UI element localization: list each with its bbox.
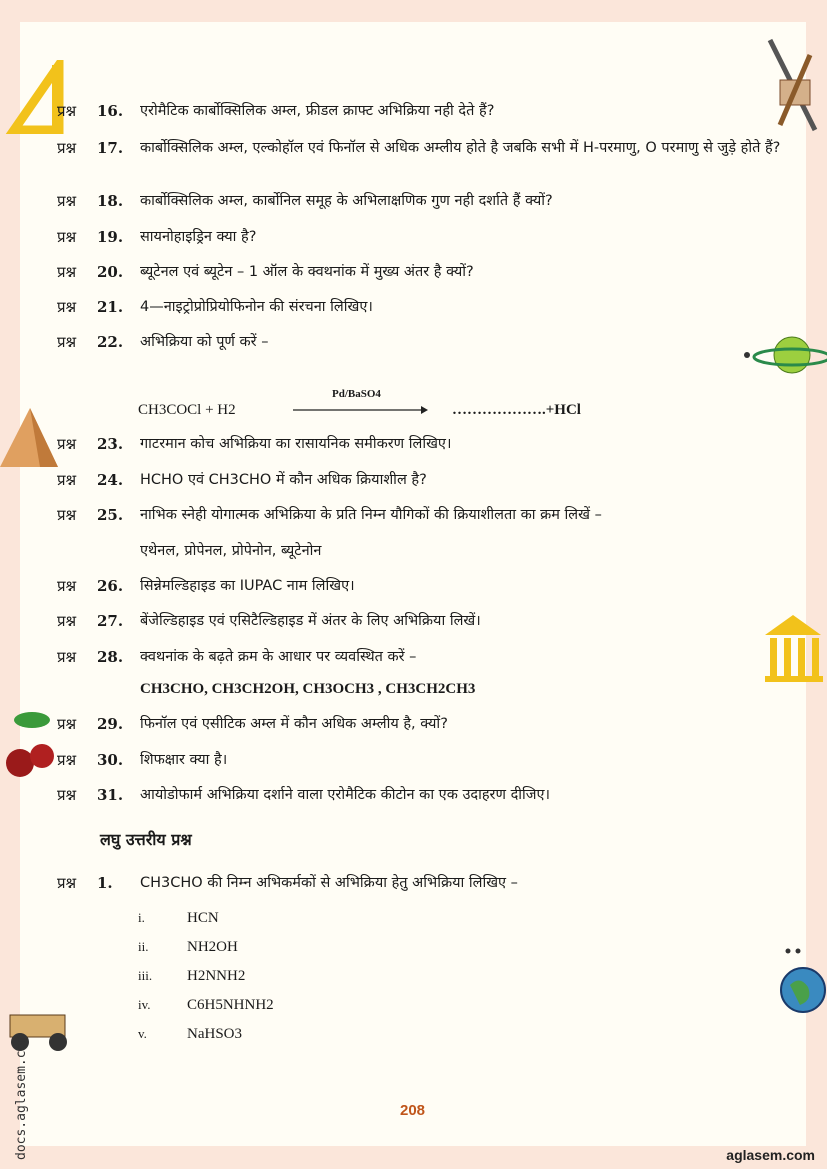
question-text: कार्बोक्सिलिक अम्ल, एल्कोहॉल एवं फिनॉल से अधिक अम्लीय होते है जबकि सभी में H-परमाणु, O परमाणु से जुड़े होते हैं? (140, 140, 781, 156)
question-label: प्रश्न (57, 192, 77, 210)
question-text: CH3CHO की निम्न अभिकर्मकों से अभिक्रिया हेतु अभिक्रिया लिखिए – (140, 875, 518, 891)
question-label: प्रश्न (57, 786, 77, 804)
question-26 (57, 575, 797, 597)
question-23 (57, 433, 797, 455)
equation-reagent: Pd/BaSO4 (332, 388, 381, 400)
reagent-name: NaHSO3 (187, 1026, 242, 1042)
question-label: प्रश्न (57, 139, 77, 157)
question-label: प्रश्न (57, 228, 77, 246)
question-22 (57, 331, 797, 353)
question-19 (57, 226, 797, 248)
question-label: प्रश्न (57, 263, 77, 281)
question-number: 16. (97, 102, 124, 120)
reagent-index: iv. (138, 997, 151, 1012)
question-text: क्वथनांक के बढ़ते क्रम के आधार पर व्यवस्थित करें – (140, 649, 417, 665)
question-text: कार्बोक्सिलिक अम्ल, कार्बोनिल समूह के अभिलाक्षणिक गुण नही दर्शाते हैं क्यों? (140, 193, 553, 209)
question-18 (57, 190, 797, 212)
question-text: शिफक्षार क्या है। (140, 752, 228, 768)
side-watermark: docs.aglasem.com (14, 1034, 29, 1160)
reagent-index: ii. (138, 939, 149, 954)
question-30 (57, 749, 797, 771)
question-number: 18. (97, 192, 124, 210)
question-label: प्रश्न (57, 298, 77, 316)
question-text: सिन्नेमल्डिहाइड का IUPAC नाम लिखिए। (140, 578, 355, 594)
question-text: नाभिक स्नेही योगात्मक अभिक्रिया के प्रति निम्न यौगिकों की क्रियाशीलता का क्रम लिखें – (140, 507, 602, 523)
question-label: प्रश्न (57, 506, 77, 524)
question-number: 1. (97, 874, 113, 892)
question-number: 28. (97, 648, 124, 666)
reagent-index: iii. (138, 968, 153, 983)
question-17 (57, 137, 797, 159)
question-number: 30. (97, 751, 124, 769)
question-label: प्रश्न (57, 102, 77, 120)
question-29 (57, 713, 797, 735)
question-label: प्रश्न (57, 435, 77, 453)
globe-icon (778, 945, 827, 1017)
question-number: 17. (97, 139, 124, 157)
reagent-name: NH2OH (187, 939, 238, 955)
reagent-name: C6H5NHNH2 (187, 997, 274, 1013)
question-text: 4—नाइट्रोप्रोप्रियोफिनोन की संरचना लिखिए। (140, 299, 373, 315)
pyramid-icon (0, 405, 58, 470)
page-number: 208 (400, 1102, 426, 1119)
cherries-icon (2, 708, 60, 780)
question-text: सायनोहाइड्रिन क्या है? (140, 229, 257, 245)
reagent-index: i. (138, 910, 145, 925)
question-label: प्रश्न (57, 648, 77, 666)
question-number: 31. (97, 786, 124, 804)
question-number: 29. (97, 715, 124, 733)
question-number: 22. (97, 333, 124, 351)
question-text: ब्यूटेनल एवं ब्यूटेन – 1 ऑल के क्वथनांक में मुख्य अंतर है क्यों? (140, 264, 474, 280)
question-number: 23. (97, 435, 124, 453)
equation-left: CH3COCl + H2 (138, 402, 236, 418)
question-21 (57, 296, 797, 318)
question-text: आयोडोफार्म अभिक्रिया दर्शाने वाला एरोमैटिक कीटोन का एक उदाहरण दीजिए। (140, 787, 551, 803)
reaction-arrow-icon (293, 404, 428, 416)
reagent-name: HCN (187, 910, 219, 926)
question-label: प्रश्न (57, 577, 77, 595)
reagent-index: v. (138, 1026, 147, 1041)
question-text: बेंजेल्डिहाइड एवं एसिटैल्डिहाइड में अंतर के लिए अभिक्रिया लिखें। (140, 613, 481, 629)
section-heading: लघु उत्तरीय प्रश्न (100, 830, 192, 849)
question-28 (57, 646, 797, 668)
question-label: प्रश्न (57, 333, 77, 351)
question-label: प्रश्न (57, 612, 77, 630)
question-number: 19. (97, 228, 124, 246)
question-16 (57, 100, 797, 122)
question-31 (57, 784, 797, 806)
question-label: प्रश्न (57, 874, 77, 892)
short-question-1 (57, 872, 797, 894)
question-text: एरोमैटिक कार्बोक्सिलिक अम्ल, फ्रीडल क्राफ्ट अभिक्रिया नही देते हैं? (140, 103, 495, 119)
question-number: 20. (97, 263, 124, 281)
question-number: 25. (97, 506, 124, 524)
question-number: 21. (97, 298, 124, 316)
question-text: अभिक्रिया को पूर्ण करें – (140, 334, 269, 350)
question-label: प्रश्न (57, 715, 77, 733)
ruler-triangle-icon (4, 60, 68, 134)
question-27 (57, 610, 797, 632)
reagent-name: H2NNH2 (187, 968, 246, 984)
question-20 (57, 261, 797, 283)
footer-site[interactable]: aglasem.com (726, 1147, 815, 1163)
question-24 (57, 469, 797, 491)
car-icon (0, 1000, 82, 1060)
question-label: प्रश्न (57, 751, 77, 769)
question-number: 26. (97, 577, 124, 595)
q28-list: CH3CHO, CH3CH2OH, CH3OCH3 , CH3CH2CH3 (140, 681, 476, 697)
question-number: 27. (97, 612, 124, 630)
equation-right: ……………….+HCl (452, 402, 581, 418)
q25-list: एथेनल, प्रोपेनल, प्रोपेनोन, ब्यूटेनोन (140, 543, 322, 559)
question-text: HCHO एवं CH3CHO में कौन अधिक क्रियाशील है? (140, 472, 427, 488)
question-label: प्रश्न (57, 471, 77, 489)
question-25 (57, 504, 797, 526)
question-text: गाटरमान कोच अभिक्रिया का रासायनिक समीकरण लिखिए। (140, 436, 452, 452)
question-number: 24. (97, 471, 124, 489)
question-text: फिनॉल एवं एसीटिक अम्ल में कौन अधिक अम्लीय है, क्यों? (140, 716, 448, 732)
